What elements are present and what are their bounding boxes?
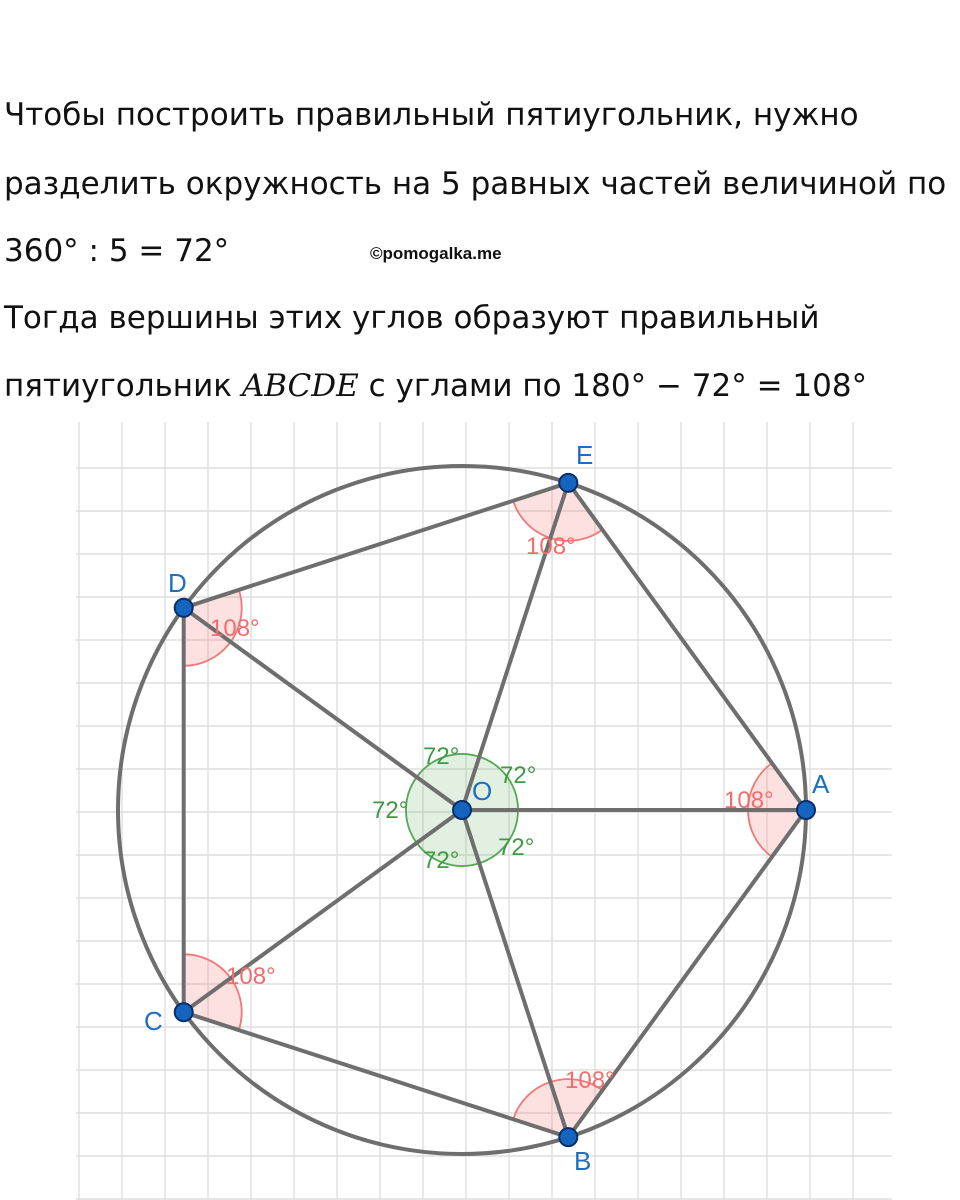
interior-angle-label-e: 108° [526,533,576,560]
point-label-c: C [144,1006,163,1036]
pentagon-diagram [0,400,960,1200]
point-label-a: A [812,769,830,799]
point-label-d: D [168,568,187,598]
point-e [559,474,577,492]
point-label-b: B [574,1146,592,1176]
central-angle-label-4: 72° [423,743,460,770]
text-line-5-end: с углами по 180° − 72° = 108° [358,368,868,404]
point-d [175,599,193,617]
text-line-5-start: пятиугольник [4,368,242,404]
point-a [797,801,815,819]
text-line-3: 360° : 5 = 72° [4,233,230,269]
point-label-e: E [576,440,594,470]
text-line-1: Чтобы построить правильный пятиугольник, нужно [4,97,859,133]
interior-angle-label-c: 108° [226,963,276,990]
point-label-o: O [472,776,493,806]
central-angle-label-3: 72° [372,797,409,824]
central-angle-label-1: 72° [498,834,535,861]
interior-angle-label-d: 108° [210,615,260,642]
point-b [559,1128,577,1146]
pentagon-name: ABCDE [241,368,359,404]
watermark: ©pomogalka.me [370,244,502,263]
interior-angle-label-a: 108° [724,787,774,814]
central-angle-label-5: 72° [500,762,537,789]
point-o [453,801,471,819]
central-angle-label-2: 72° [423,847,460,874]
side-ea [568,483,806,810]
interior-angle-label-b: 108° [565,1067,615,1094]
point-c [175,1003,193,1021]
segments [184,483,806,1137]
text-line-4: Тогда вершины этих углов образуют правильный [4,300,820,336]
text-line-2: разделить окружность на 5 равных частей величиной по [4,166,947,202]
